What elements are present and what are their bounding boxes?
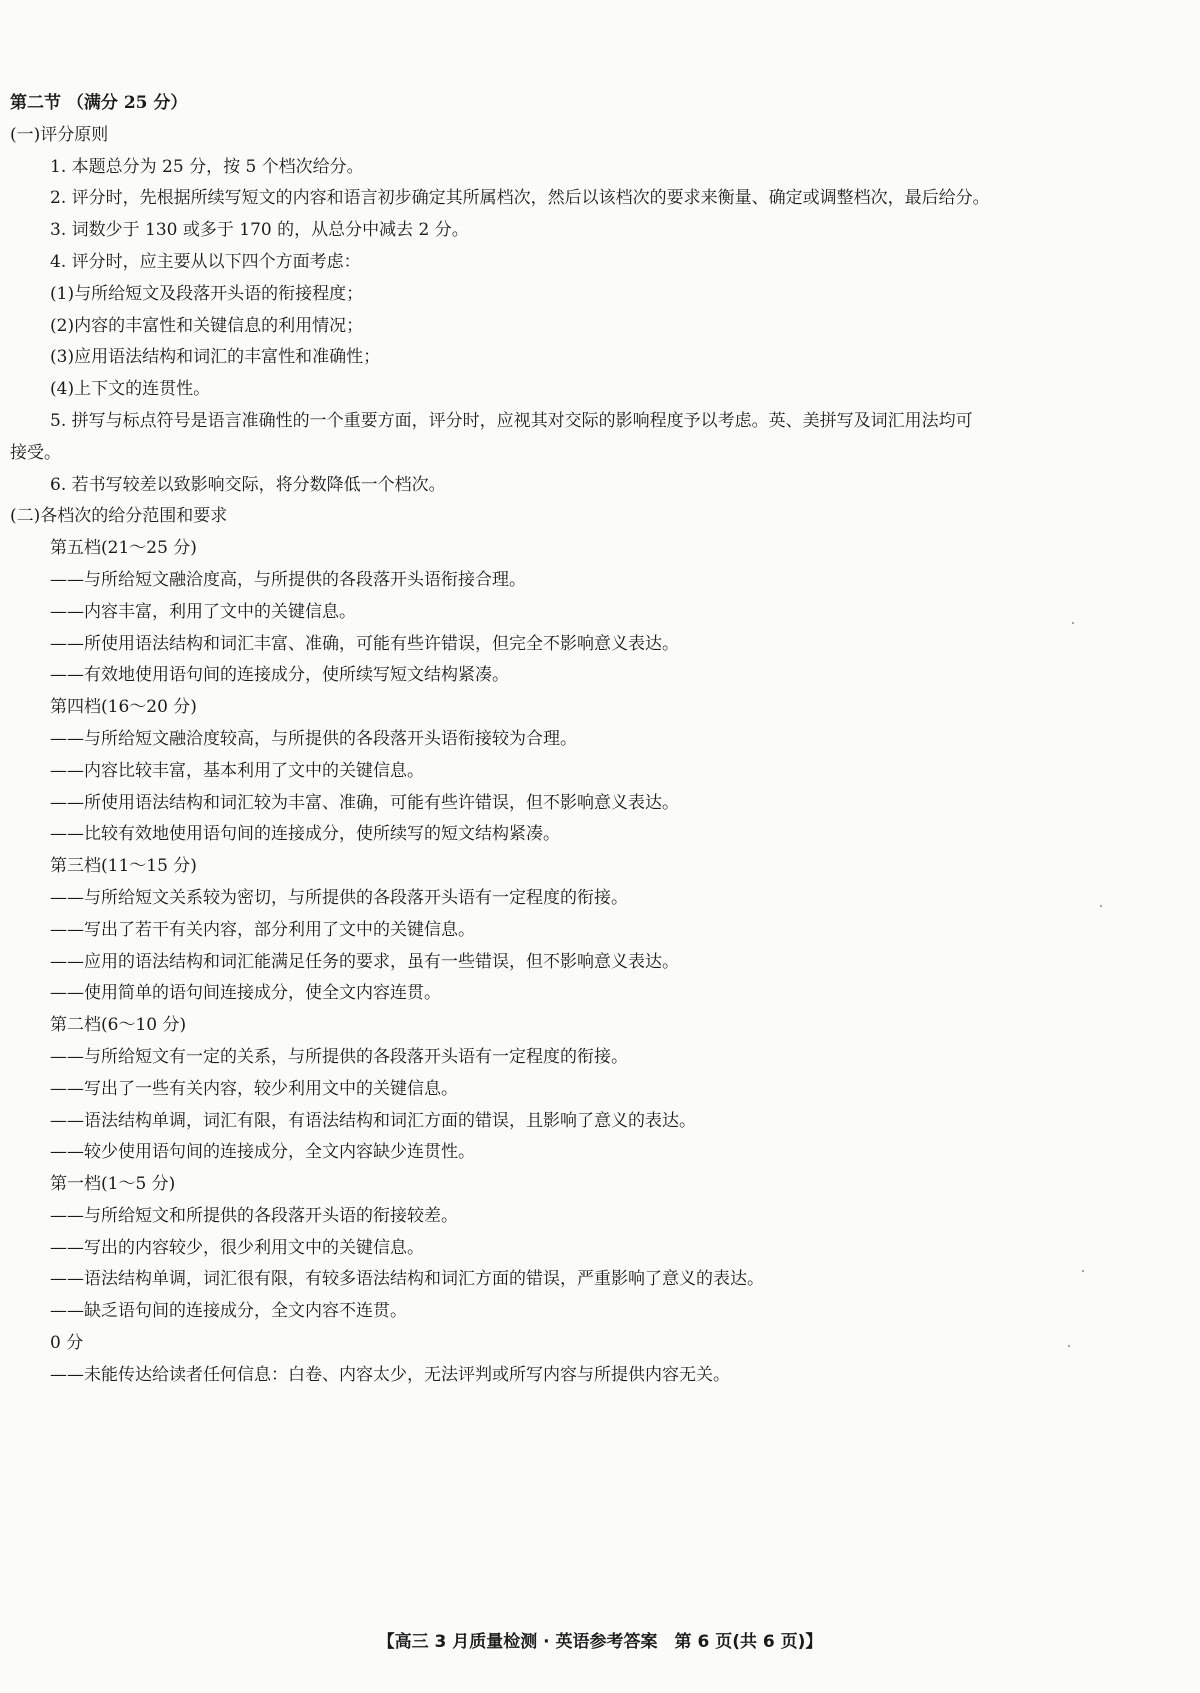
grade-point: ——语法结构单调，词汇很有限，有较多语法结构和词汇方面的错误，严重影响了意义的表达。	[50, 1269, 764, 1290]
grade-label: 第一档(1～5 分)	[50, 1174, 176, 1195]
consideration-item: (2)内容的丰富性和关键信息的利用情况；	[50, 315, 364, 336]
consideration-item: (1)与所给短文及段落开头语的衔接程度；	[50, 283, 364, 304]
rule-item: 4. 评分时，应主要从以下四个方面考虑：	[50, 251, 361, 272]
consideration-item: (4)上下文的连贯性。	[50, 379, 211, 400]
rule-item: 2. 评分时，先根据所续写短文的内容和语言初步确定其所属档次，然后以该档次的要求来衡量、确定或调整档次，最后给分。	[50, 188, 990, 209]
grade-label: 0 分	[50, 1333, 84, 1354]
rule-item-continuation: 接受。	[10, 442, 61, 463]
grade-label: 第三档(11～15 分)	[50, 856, 197, 877]
rule-item: 3. 词数少于 130 或多于 170 的，从总分中减去 2 分。	[50, 220, 469, 241]
rule-item: 5. 拼写与标点符号是语言准确性的一个重要方面，评分时，应视其对交际的影响程度予以考虑。英、美拼写及词汇用法均可	[50, 410, 973, 431]
grade-point: ——未能传达给读者任何信息：白卷、内容太少，无法评判或所写内容与所提供内容无关。	[50, 1364, 730, 1385]
grade-label: 第四档(16～20 分)	[50, 697, 197, 718]
page-footer: 【高三 3 月质量检测 · 英语参考答案 第 6 页(共 6 页)】	[377, 1632, 823, 1652]
grade-point: ——较少使用语句间的连接成分，全文内容缺少连贯性。	[50, 1142, 475, 1163]
grade-point: ——有效地使用语句间的连接成分，使所续写短文结构紧凑。	[50, 665, 509, 686]
part2-heading: (二)各档次的给分范围和要求	[10, 506, 228, 527]
scan-speck	[1082, 1270, 1084, 1272]
grade-point: ——与所给短文有一定的关系，与所提供的各段落开头语有一定程度的衔接。	[50, 1046, 628, 1067]
grade-point: ——所使用语法结构和词汇丰富、准确，可能有些许错误，但完全不影响意义表达。	[50, 633, 679, 654]
grade-point: ——与所给短文关系较为密切，与所提供的各段落开头语有一定程度的衔接。	[50, 887, 628, 908]
grade-label: 第二档(6～10 分)	[50, 1015, 187, 1036]
grade-point: ——所使用语法结构和词汇较为丰富、准确，可能有些许错误，但不影响意义表达。	[50, 792, 679, 813]
grade-point: ——缺乏语句间的连接成分，全文内容不连贯。	[50, 1301, 407, 1322]
grade-point: ——写出了若干有关内容，部分利用了文中的关键信息。	[50, 919, 475, 940]
grade-point: ——写出了一些有关内容，较少利用文中的关键信息。	[50, 1078, 458, 1099]
rule-item: 6. 若书写较差以致影响交际，将分数降低一个档次。	[50, 474, 446, 495]
grade-point: ——比较有效地使用语句间的连接成分，使所续写的短文结构紧凑。	[50, 824, 560, 845]
grade-point: ——与所给短文和所提供的各段落开头语的衔接较差。	[50, 1205, 458, 1226]
grade-point: ——内容比较丰富，基本利用了文中的关键信息。	[50, 760, 424, 781]
grade-point: ——语法结构单调，词汇有限，有语法结构和词汇方面的错误，且影响了意义的表达。	[50, 1110, 696, 1131]
grade-point: ——与所给短文融洽度较高，与所提供的各段落开头语衔接较为合理。	[50, 728, 577, 749]
part1-heading: (一)评分原则	[10, 124, 109, 145]
grade-point: ——内容丰富，利用了文中的关键信息。	[50, 601, 356, 622]
grade-point: ——与所给短文融洽度高，与所提供的各段落开头语衔接合理。	[50, 569, 526, 590]
grade-point: ——应用的语法结构和词汇能满足任务的要求，虽有一些错误，但不影响意义表达。	[50, 951, 679, 972]
scan-speck	[1072, 622, 1074, 624]
grade-point: ——使用简单的语句间连接成分，使全文内容连贯。	[50, 983, 441, 1004]
consideration-item: (3)应用语法结构和词汇的丰富性和准确性；	[50, 347, 381, 368]
grade-point: ——写出的内容较少，很少利用文中的关键信息。	[50, 1237, 424, 1258]
page-content	[10, 88, 1170, 1392]
grade-label: 第五档(21～25 分)	[50, 538, 197, 559]
section-title: 第二节 （满分 25 分）	[10, 93, 188, 113]
rule-item: 1. 本题总分为 25 分，按 5 个档次给分。	[50, 156, 364, 177]
scan-speck	[1068, 1345, 1070, 1347]
scan-speck	[1100, 905, 1102, 907]
